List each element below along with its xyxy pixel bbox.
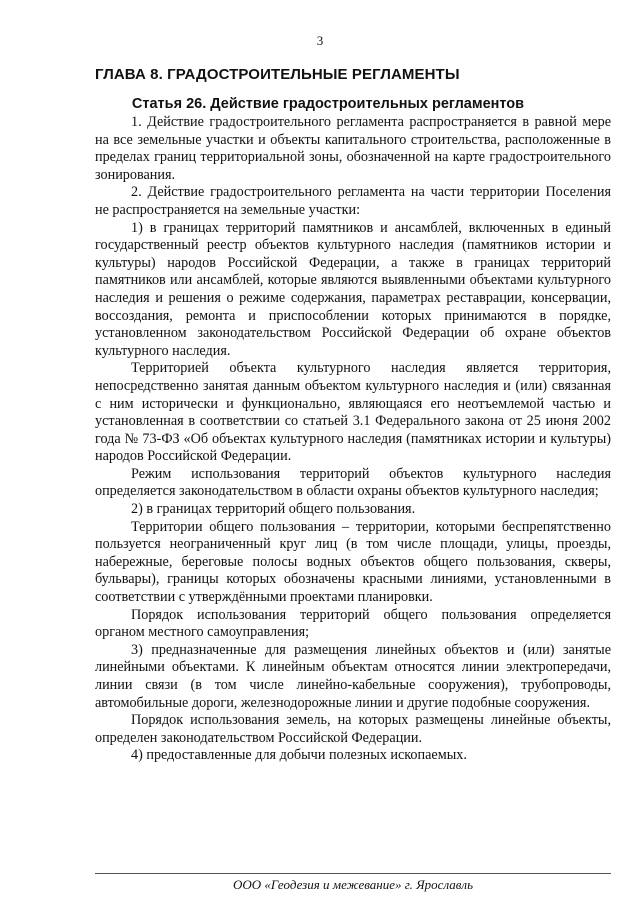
paragraph: Территории общего пользования – территории, которыми беспрепятственно пользуется неограниченный круг лиц (в том числе площади, улицы, проезды, набережные, береговые полосы водных объектов общего пользования, скверы, бульвары), границы которых обозначены красными линиями, установленными в соответствии с утверждёнными проектами планировки.: [95, 518, 611, 606]
paragraph: Режим использования территорий объектов культурного наследия определяется законодательством в области охраны объектов культурного наследия;: [95, 465, 611, 500]
page-number: 3: [316, 33, 324, 48]
paragraph: 1. Действие градостроительного регламента распространяется в равной мере на все земельные участки и объекты капитального строительства, расположенные в пределах границ территориальной зоны, обозначенной на карте градостроительного зонирования.: [95, 114, 611, 183]
paragraph: 3) предназначенные для размещения линейных объектов и (или) занятые линейными объектами. К линейным объектам относятся линии электропередачи, линии связи (в том числе линейно-кабельные сооружения), трубопроводы, автомобильные дороги, железнодорожные линии и другие подобные сооружения.: [95, 641, 611, 711]
paragraph: 1) в границах территорий памятников и ансамблей, включенных в единый государственный реестр объектов культурного наследия (памятников истории и культуры) народов Российской Федерации, а также в границах территорий памятников или ансамблей, которые являются выявленными объектами культурного наследия и решения о режиме содержания, параметрах реставрации, консервации, воссоздания, ремонта и приспособлении которых принимаются в порядке, установленном законодательством Российской Федерации об охране объектов культурного наследия.: [95, 219, 611, 359]
footer-text: ООО «Геодезия и межевание» г. Ярославль: [232, 877, 474, 892]
paragraph: 2. Действие градостроительного регламента на части территории Поселения не распространяется на земельные участки:: [95, 184, 611, 218]
paragraph: Порядок использования земель, на которых размещены линейные объекты, определен законодательством Российской Федерации.: [95, 712, 611, 746]
paragraph: Территорией объекта культурного наследия является территория, непосредственно занятая данным объектом культурного наследия и (или) связанная с ним исторически и функционально, являющаяся его неотъемлемой частью и установленная в соответствии со статьей 3.1 Федерального закона от 25 июня 2002 года № 73-ФЗ «Об объектах культурного наследия (памятниках истории и культуры) народов Российской Федерации.: [95, 360, 611, 465]
paragraph: Порядок использования территорий общего пользования определяется органом местного самоуправления;: [95, 606, 611, 641]
article-title: Статья 26. Действие градостроительных регламентов: [131, 96, 525, 112]
paragraph: 4) предоставленные для добычи полезных ископаемых.: [131, 747, 467, 764]
paragraph: 2) в границах территорий общего пользования.: [131, 501, 416, 518]
article-body: [95, 114, 611, 765]
footer-divider: [95, 873, 611, 874]
chapter-title: ГЛАВА 8. ГРАДОСТРОИТЕЛЬНЫЕ РЕГЛАМЕНТЫ: [95, 66, 460, 83]
